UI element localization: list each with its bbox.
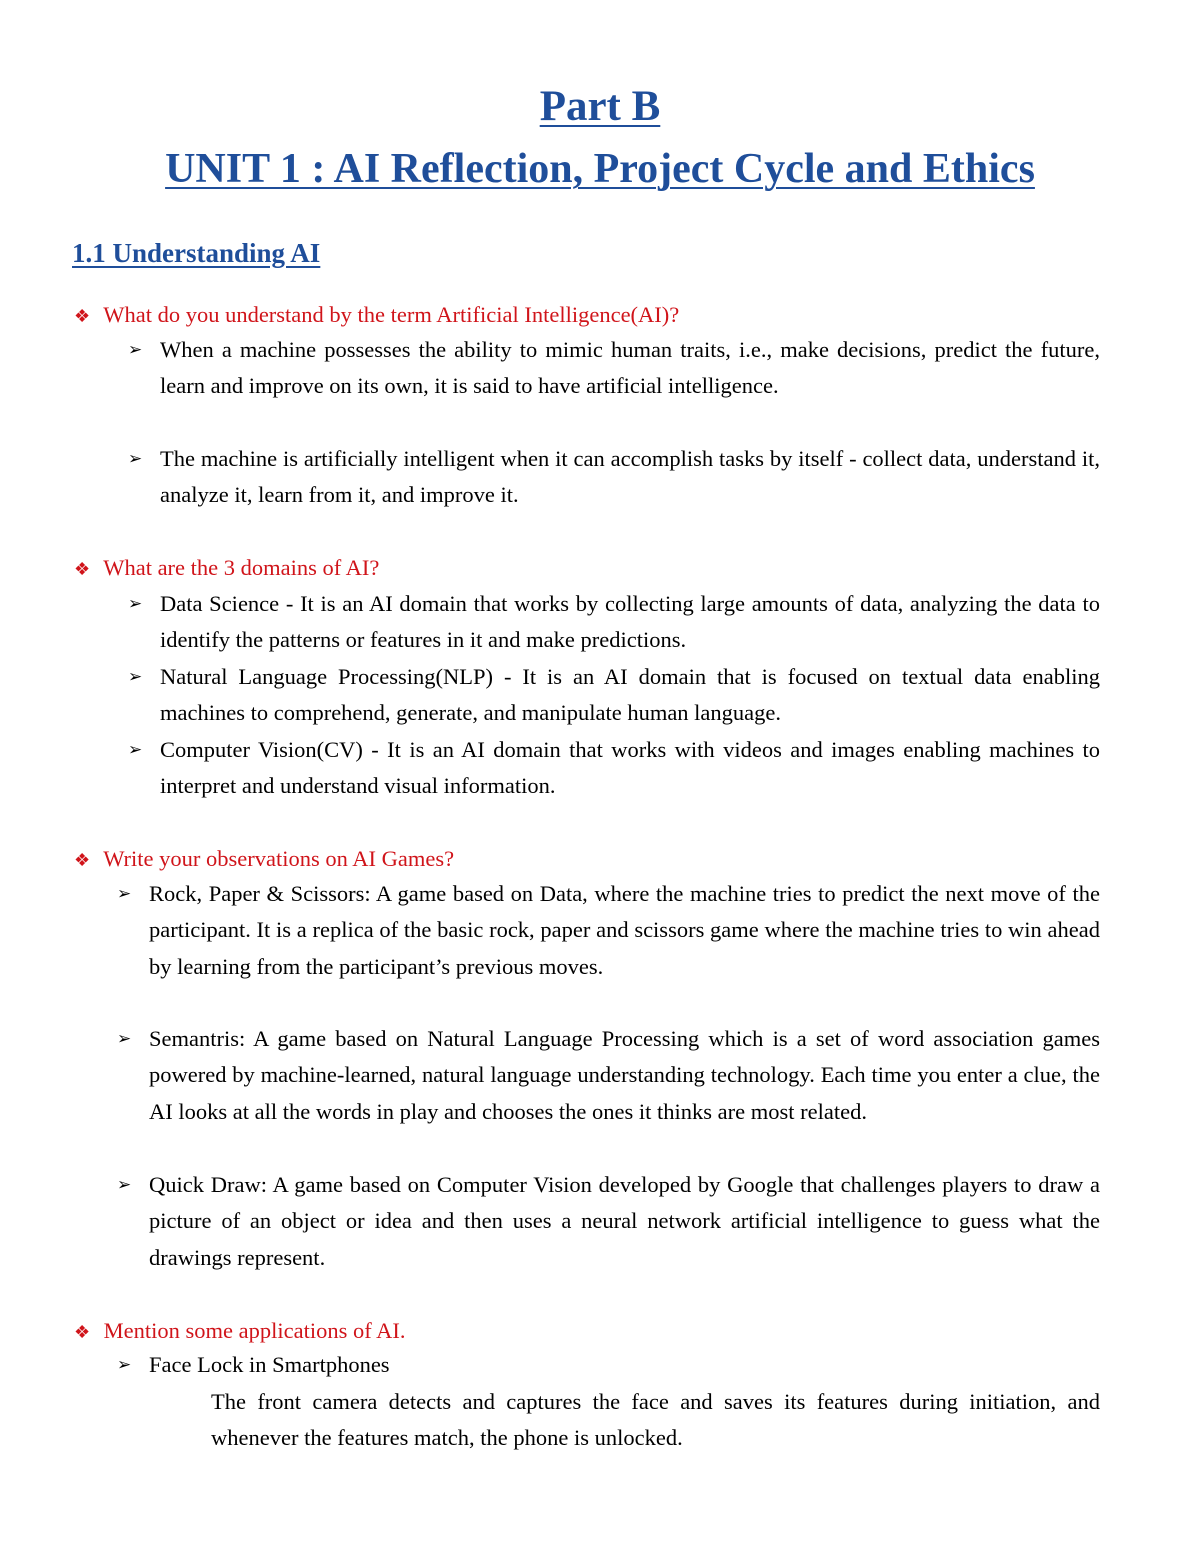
answer-text: Quick Draw: A game based on Computer Vision developed by Google that challenges players to draw a picture of an object or idea and then uses a neural network artificial intelligence to guess what the drawings represent.: [149, 1172, 1100, 1270]
answer-item: [128, 732, 1100, 805]
answer-text: Computer Vision(CV) - It is an AI domain that works with videos and images enabling machines to interpret and understand visual information.: [160, 737, 1100, 799]
question-1: [74, 300, 1114, 331]
diamond-bullet-icon: ❖: [74, 1322, 91, 1342]
diamond-bullet-icon: ❖: [74, 850, 91, 870]
answer-item: [128, 586, 1100, 659]
arrow-bullet-icon: ➢: [128, 740, 143, 760]
answer-text: The machine is artificially intelligent when it can accomplish tasks by itself - collect data, understand it, analyze it, learn from it, and improve it.: [160, 446, 1100, 508]
part-title: Part B: [539, 83, 661, 130]
question-text: Write your observations on AI Games?: [103, 846, 455, 871]
arrow-bullet-icon: ➢: [128, 449, 143, 469]
answer-text: Rock, Paper & Scissors: A game based on Data, where the machine tries to predict the next move of the participant. It is a replica of the basic rock, paper and scissors game where the machine tries to win ahead by learning from the participant’s previous moves.: [149, 881, 1100, 979]
answer-text: Face Lock in Smartphones: [149, 1352, 390, 1377]
question-4: [74, 1316, 1114, 1347]
arrow-bullet-icon: ➢: [128, 340, 143, 360]
question-text: Mention some applications of AI.: [103, 1318, 406, 1343]
diamond-bullet-icon: ❖: [74, 306, 91, 326]
arrow-bullet-icon: ➢: [128, 667, 143, 687]
question-3: [74, 844, 1114, 875]
answer-item: [117, 1021, 1100, 1130]
unit-title: UNIT 1 : AI Reflection, Project Cycle and Ethics: [165, 146, 1035, 192]
answer-item: [117, 876, 1100, 985]
answer-text: Data Science - It is an AI domain that works by collecting large amounts of data, analyzing the data to identify the patterns or features in it and make predictions.: [160, 591, 1100, 653]
answer-item: [128, 332, 1100, 405]
answer-text: Natural Language Processing(NLP) - It is an AI domain that is focused on textual data enabling machines to comprehend, generate, and manipulate human language.: [160, 664, 1100, 726]
answer-text: When a machine possesses the ability to mimic human traits, i.e., make decisions, predict the future, learn and improve on its own, it is said to have artificial intelligence.: [160, 337, 1100, 399]
answer-item: [117, 1167, 1100, 1276]
diamond-bullet-icon: ❖: [74, 559, 91, 579]
section-heading: 1.1 Understanding AI: [72, 238, 321, 268]
question-2: [74, 553, 1114, 584]
answer-item: [128, 659, 1100, 732]
arrow-bullet-icon: ➢: [117, 1175, 132, 1195]
arrow-bullet-icon: ➢: [117, 1029, 132, 1049]
application-detail: The front camera detects and captures the face and saves its features during initiation, and whenever the features match, the phone is unlocked.: [211, 1389, 1100, 1451]
question-text: What do you understand by the term Artificial Intelligence(AI)?: [103, 302, 680, 327]
answer-item: [117, 1347, 1100, 1383]
arrow-bullet-icon: ➢: [117, 884, 132, 904]
question-text: What are the 3 domains of AI?: [103, 555, 380, 580]
answer-item: [128, 441, 1100, 514]
answer-text: Semantris: A game based on Natural Language Processing which is a set of word association games powered by machine-learned, natural language understanding technology. Each time you enter a clue, the AI looks at all the words in play and chooses the ones it thinks are most related.: [149, 1026, 1100, 1124]
arrow-bullet-icon: ➢: [128, 594, 143, 614]
arrow-bullet-icon: ➢: [117, 1355, 132, 1375]
